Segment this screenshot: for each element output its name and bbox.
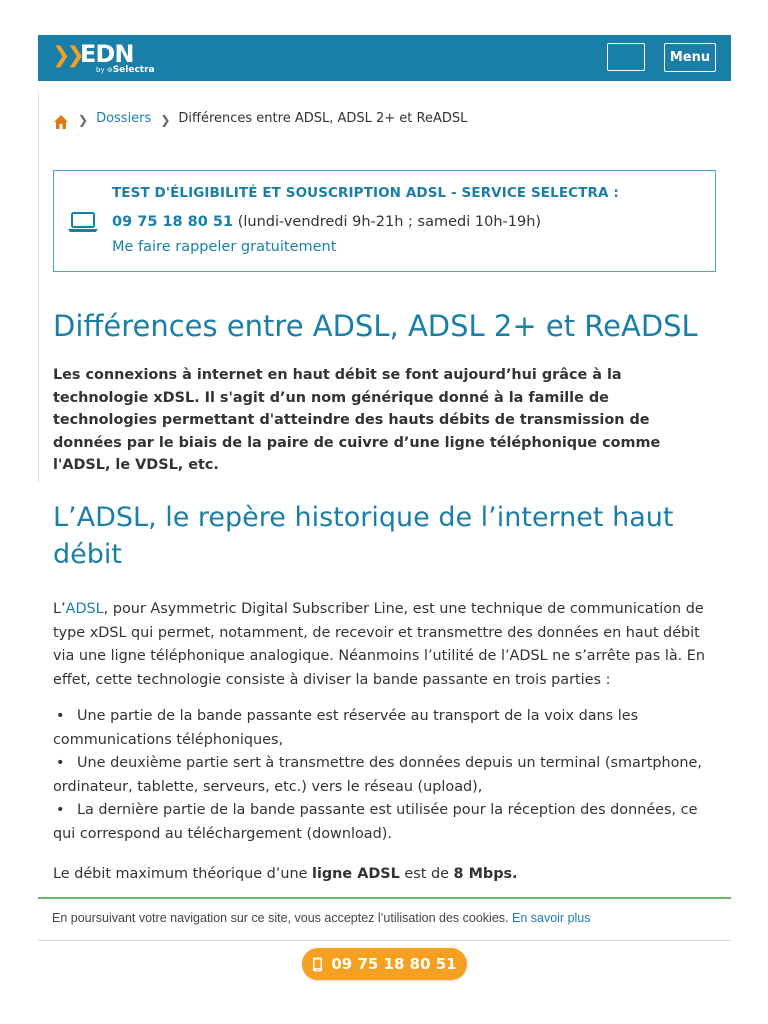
breadcrumb-current: Différences entre ADSL, ADSL 2+ et ReADSL xyxy=(178,110,468,126)
callback-link[interactable]: Me faire rappeler gratuitement xyxy=(112,239,337,255)
menu-button[interactable]: Menu xyxy=(664,43,716,72)
list-item: • Une partie de la bande passante est réservée au transport de la voix dans les communications téléphoniques, xyxy=(53,708,639,748)
section-title: L’ADSL, le repère historique de l’internet haut débit xyxy=(53,502,674,570)
logo-byline: by ⊚Selectra xyxy=(96,65,155,75)
cookie-message: En poursuivant votre navigation sur ce site, vous acceptez l’utilisation des cookies. En savoir plus xyxy=(52,911,591,925)
home-icon[interactable] xyxy=(53,114,69,130)
eligibility-hours: (lundi-vendredi 9h-21h ; samedi 10h-19h) xyxy=(237,214,542,230)
bullet-list xyxy=(53,705,713,846)
adsl-link[interactable]: ADSL xyxy=(65,601,104,617)
left-divider xyxy=(38,92,39,482)
breadcrumb xyxy=(53,110,467,126)
call-button[interactable] xyxy=(302,948,467,980)
call-button-label: 09 75 18 80 51 xyxy=(331,955,457,973)
list-item: • Une deuxième partie sert à transmettre des données depuis un terminal (smartphone, ordinateur, tablette, serveurs, etc.) vers le réseau (upload), xyxy=(53,755,702,795)
article-intro: Les connexions à internet en haut débit se font aujourd’hui grâce à la technologie xDSL. Il s'agit d’un nom générique donné à la famille de technologies permettant d'atteindre des hauts débits de transmission de données par le biais de la paire de cuivre d’une ligne téléphonique comme l'ADSL, le VDSL, etc. xyxy=(53,367,661,473)
article-paragraph: L’ADSL, pour Asymmetric Digital Subscriber Line, est une technique de communication de type xDSL qui permet, notamment, de recevoir et transmettre des données en haut débit via une ligne téléphonique analogique. Néanmoins l’utilité de l’ADSL ne s’arrête pas là. En effet, cette technologie consiste à diviser la bande passante en trois parties : xyxy=(53,601,706,688)
search-button[interactable] xyxy=(607,43,645,71)
logo-name: EDN xyxy=(80,40,134,68)
mobile-phone-icon xyxy=(312,957,323,972)
cookie-learn-more-link[interactable]: En savoir plus xyxy=(511,911,591,925)
eligibility-phone-line xyxy=(112,214,541,230)
chevron-right-icon: ❯ xyxy=(78,113,89,127)
eligibility-box xyxy=(53,170,716,272)
logo-chevrons-icon: ❯❯ xyxy=(52,43,81,68)
cookie-banner xyxy=(38,897,731,941)
laptop-icon xyxy=(67,211,99,233)
article-paragraph-speed: Le débit maximum théorique d’une ligne ADSL est de 8 Mbps. xyxy=(53,866,518,882)
eligibility-phone-link[interactable]: 09 75 18 80 51 xyxy=(112,214,234,230)
breadcrumb-link-dossiers[interactable]: Dossiers xyxy=(96,110,152,126)
list-item: • La dernière partie de la bande passante est utilisée pour la réception des données, ce qui correspond au téléchargement (download). xyxy=(53,802,698,842)
page-title: Différences entre ADSL, ADSL 2+ et ReADSL xyxy=(53,309,698,343)
chevron-right-icon: ❯ xyxy=(160,113,171,127)
site-header xyxy=(38,35,731,81)
eligibility-title: TEST D'ÉLIGIBILITÉ ET SOUSCRIPTION ADSL - SERVICE SELECTRA : xyxy=(112,185,619,201)
